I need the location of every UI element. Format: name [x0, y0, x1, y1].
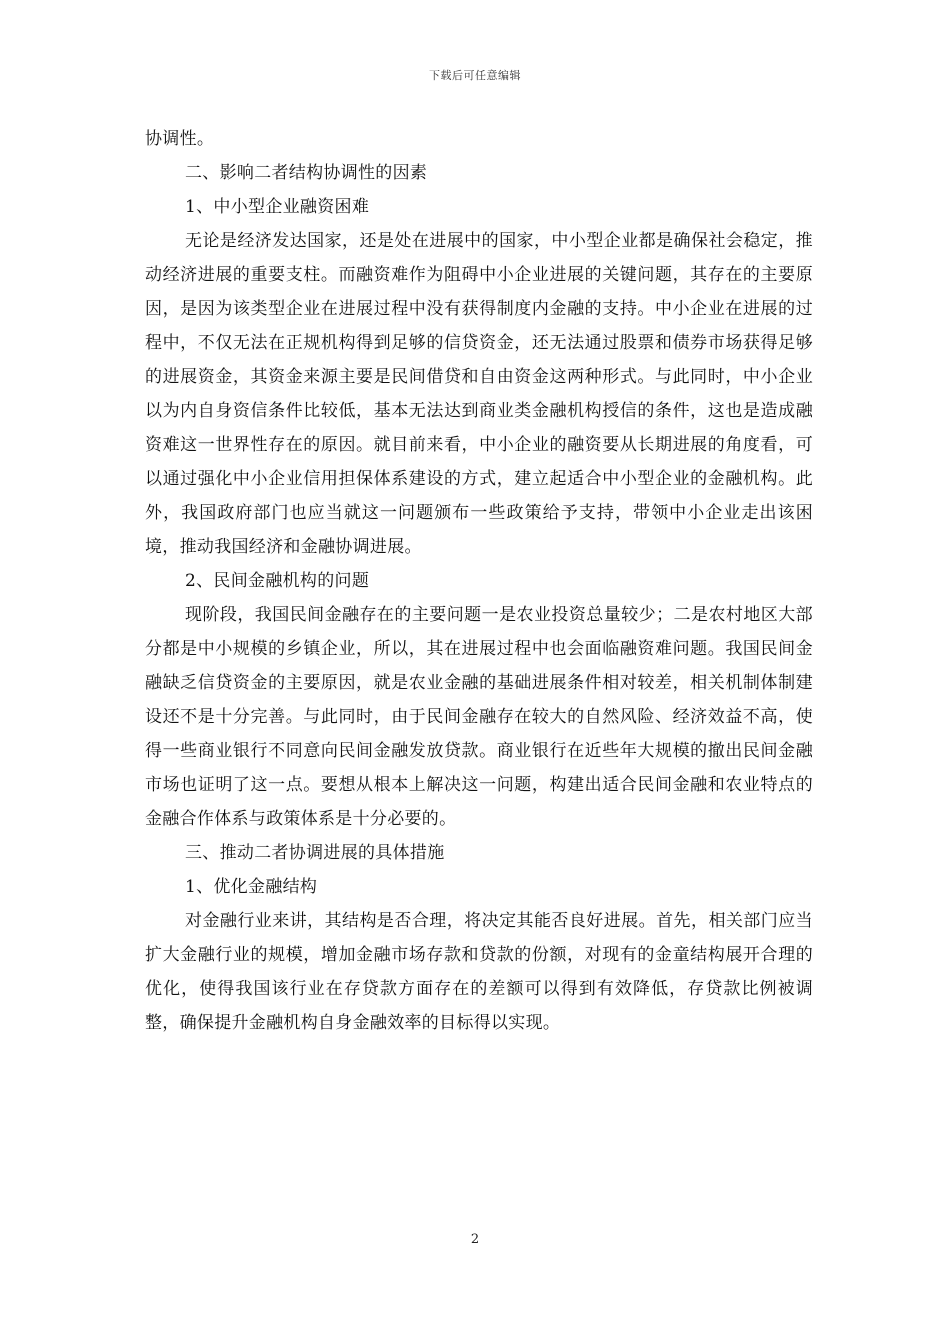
paragraph-continuation: 协调性。 — [145, 129, 215, 149]
page-header-note: 下载后可任意编辑 — [429, 69, 521, 82]
subsection-heading-2-2: 2、民间金融机构的问题 — [185, 571, 370, 591]
section-heading-2: 二、影响二者结构协调性的因素 — [185, 163, 428, 183]
subsection-heading-2-1: 1、中小型企业融资困难 — [185, 197, 370, 217]
paragraph-financial-structure: 对金融行业来讲，其结构是否合理，将决定其能否良好进展。首先，相关部门应当扩大金融行业的规模，增加金融市场存款和贷款的份额，对现有的金童结构展开合理的优化，使得我国该行业在存贷款方面存在的差额可以得到有效降低，存贷款比例被调整，确保提升金融机构自身金融效率的目标得以实现。 — [145, 911, 813, 1033]
paragraph-sme-financing: 无论是经济发达国家，还是处在进展中的国家，中小型企业都是确保社会稳定，推动经济进展的重要支柱。而融资难作为阻碍中小企业进展的关键问题，其存在的主要原因，是因为该类型企业在进展过程中没有获得制度内金融的支持。中小企业在进展的过程中，不仅无法在正规机构得到足够的信贷资金，还无法通过股票和债券市场获得足够的进展资金，其资金来源主要是民间借贷和自由资金这两种形式。与此同时，中小企业以为内自身资信条件比较低，基本无法达到商业类金融机构授信的条件，这也是造成融资难这一世界性存在的原因。就目前来看，中小企业的融资要从长期进展的角度看，可以通过强化中小企业信用担保体系建设的方式，建立起适合中小型企业的金融机构。此外，我国政府部门也应当就这一问题颁布一些政策给予支持，带领中小企业走出该困境，推动我国经济和金融协调进展。 — [145, 231, 813, 557]
document-body — [145, 122, 813, 1040]
section-heading-3: 三、推动二者协调进展的具体措施 — [185, 843, 445, 863]
page-number: 2 — [470, 1232, 480, 1247]
paragraph-private-finance: 现阶段，我国民间金融存在的主要问题一是农业投资总量较少；二是农村地区大部分都是中小规模的乡镇企业，所以，其在进展过程中也会面临融资难问题。我国民间金融缺乏信贷资金的主要原因，就是农业金融的基础进展条件相对较差，相关机制体制建设还不是十分完善。与此同时，由于民间金融存在较大的自然风险、经济效益不高，使得一些商业银行不同意向民间金融发放贷款。商业银行在近些年大规模的撤出民间金融市场也证明了这一点。要想从根本上解决这一问题，构建出适合民间金融和农业特点的金融合作体系与政策体系是十分必要的。 — [145, 605, 813, 829]
subsection-heading-3-1: 1、优化金融结构 — [185, 877, 318, 897]
